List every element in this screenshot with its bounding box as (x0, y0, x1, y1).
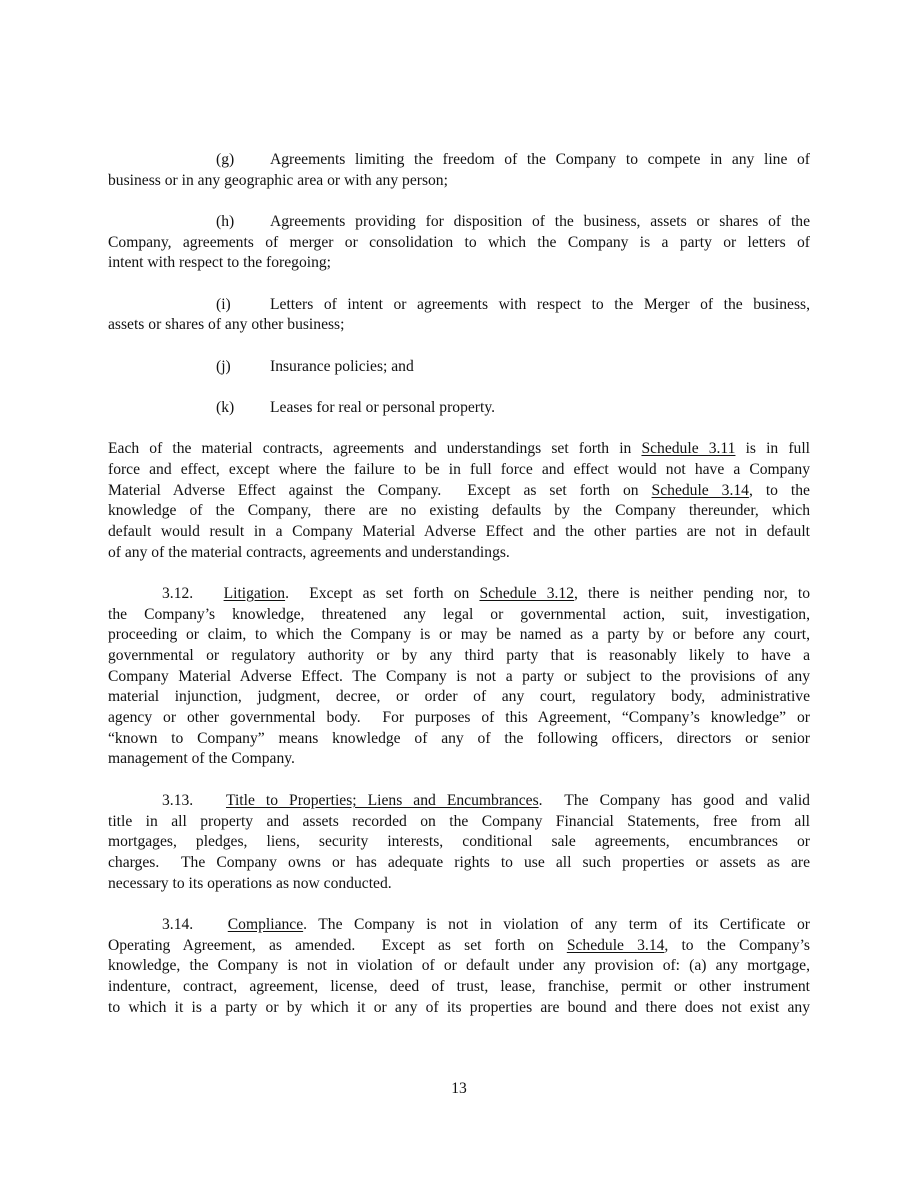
section-paragraph (108, 791, 810, 894)
text-line (108, 605, 810, 626)
text-line (108, 687, 810, 708)
text-line (108, 357, 810, 378)
document-body (108, 150, 810, 1039)
underlined-reference: Schedule 3.12 (479, 585, 575, 603)
text-line (108, 522, 810, 543)
text-line (108, 501, 810, 522)
text-segment: “known to Company” means knowledge of any of the following officers, directors or senior (108, 729, 810, 747)
text-segment: knowledge, the Company is not in violation of or default under any provision of: (a) any mortgage, (108, 957, 810, 975)
text-line (108, 171, 810, 192)
text-line (108, 708, 810, 729)
text-segment: Agreements limiting the freedom of the Company to compete in any line of (270, 151, 810, 168)
underlined-reference: Schedule 3.14 (651, 481, 749, 499)
text-segment: . The Company is not in violation of any term of its Certificate or (303, 915, 810, 933)
text-line (108, 625, 810, 646)
text-segment: Operating Agreement, as amended. Except as set forth on (108, 936, 567, 954)
page-number: 13 (451, 1080, 467, 1097)
list-item-label: (k) (216, 399, 235, 417)
text-line (108, 729, 810, 750)
paragraph (108, 439, 810, 563)
list-item-label: (j) (216, 357, 231, 375)
text-segment: , to the Company’s (664, 936, 810, 954)
list-item-label: (g) (216, 151, 235, 168)
text-segment: to which it is a party or by which it or any of its properties are bound and there does not exist any (108, 998, 810, 1016)
underlined-reference: Compliance (227, 915, 304, 933)
text-line (108, 956, 810, 977)
text-segment: Each of the material contracts, agreements and understandings set forth in (108, 440, 642, 458)
text-segment: Company Material Adverse Effect. The Company is not a party or subject to the provisions of any (108, 667, 810, 685)
text-segment: the Company’s knowledge, threatened any legal or governmental action, suit, investigation, (108, 605, 810, 623)
text-segment: 3.12. (162, 585, 224, 603)
text-segment: Material Adverse Effect against the Company. Except as set forth on (108, 481, 652, 499)
text-line (108, 812, 810, 833)
text-segment: default would result in a Company Material Adverse Effect and the other parties are not in default (108, 523, 810, 541)
underlined-reference: Schedule 3.14 (566, 936, 665, 954)
text-line (108, 315, 810, 336)
section-paragraph (108, 915, 810, 1018)
text-line (108, 749, 810, 770)
text-line (108, 233, 810, 254)
text-segment: indenture, contract, agreement, license, deed of trust, lease, franchise, permit or other instrument (108, 977, 810, 995)
text-segment: Company, agreements of merger or consolidation to which the Company is a party or letters of (108, 233, 810, 251)
text-segment: force and effect, except where the failure to be in full force and effect would not have a Company (108, 461, 810, 479)
text-segment: management of the Company. (108, 750, 295, 768)
text-line (108, 584, 810, 605)
list-item (108, 212, 810, 274)
underlined-reference: Schedule 3.11 (641, 440, 736, 458)
text-segment: proceeding or claim, to which the Company is or may be named as a party by or before any court, (108, 626, 810, 644)
text-line (108, 791, 810, 812)
text-segment: necessary to its operations as now conducted. (108, 874, 392, 892)
underlined-reference: Title to Properties; Liens and Encumbrances (225, 791, 539, 809)
text-segment: Agreements providing for disposition of the business, assets or shares of the (270, 213, 810, 231)
text-segment: Insurance policies; and (270, 357, 414, 375)
text-segment: Leases for real or personal property. (270, 399, 495, 417)
text-segment: , there is neither pending nor, to (574, 585, 811, 603)
list-item (108, 398, 810, 419)
text-line (108, 481, 810, 502)
text-segment: 3.14. (162, 915, 228, 933)
text-segment: material injunction, judgment, decree, or order of any court, regulatory body, administrative (108, 688, 810, 706)
text-line (108, 936, 810, 957)
text-line (108, 874, 810, 895)
text-segment: title in all property and assets recorded on the Company Financial Statements, free from all (108, 812, 810, 830)
text-line (108, 646, 810, 667)
text-line (108, 460, 810, 481)
text-segment: business or in any geographic area or with any person; (108, 171, 448, 189)
text-segment: is in full (735, 440, 810, 458)
text-segment: charges. The Company owns or has adequate rights to use all such properties or assets as are (108, 853, 810, 871)
text-segment: . The Company has good and valid (538, 791, 810, 809)
text-line (108, 212, 810, 233)
text-segment: mortgages, pledges, liens, security interests, conditional sale agreements, encumbrances or (108, 833, 810, 851)
text-line (108, 915, 810, 936)
text-segment: 3.13. (162, 791, 226, 809)
text-line (108, 253, 810, 274)
text-segment: governmental or regulatory authority or by any third party that is reasonably likely to have a (108, 647, 810, 665)
text-line (108, 998, 810, 1019)
list-item (108, 150, 810, 191)
section-paragraph (108, 584, 810, 770)
text-line (108, 543, 810, 564)
text-segment: intent with respect to the foregoing; (108, 254, 332, 272)
text-segment: of any of the material contracts, agreements and understandings. (108, 543, 510, 561)
text-line (108, 439, 810, 460)
text-segment: . Except as set forth on (285, 585, 480, 603)
underlined-reference: Litigation (223, 585, 286, 603)
text-line (108, 667, 810, 688)
text-line (108, 832, 810, 853)
text-line (108, 853, 810, 874)
text-line (108, 977, 810, 998)
list-item-label: (i) (216, 295, 231, 313)
text-segment: Letters of intent or agreements with respect to the Merger of the business, (270, 295, 810, 313)
list-item (108, 295, 810, 336)
text-segment: knowledge of the Company, there are no existing defaults by the Company thereunder, which (108, 502, 810, 520)
text-segment: , to the (748, 481, 810, 499)
list-item-label: (h) (216, 213, 235, 231)
list-item (108, 357, 810, 378)
text-line (108, 295, 810, 316)
text-line (108, 150, 810, 171)
text-segment: agency or other governmental body. For purposes of this Agreement, “Company’s knowledge” or (108, 709, 810, 727)
text-segment: assets or shares of any other business; (108, 316, 345, 334)
text-line (108, 398, 810, 419)
